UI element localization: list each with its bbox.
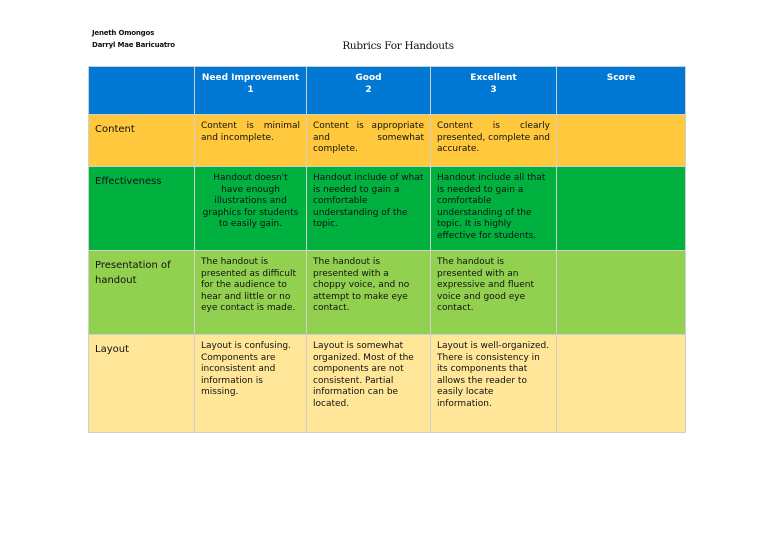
author-name: Jeneth Omongos bbox=[92, 29, 155, 37]
need-improvement-cell: Handout doesn't have enough illustrations and graphics for students to easily gain. bbox=[195, 167, 307, 251]
score-cell[interactable] bbox=[557, 251, 686, 335]
score-cell[interactable] bbox=[557, 115, 686, 167]
rubric-table bbox=[88, 66, 686, 433]
table-header-row bbox=[89, 67, 686, 115]
header-score: Score bbox=[557, 67, 686, 115]
need-improvement-cell: Content is minimal and incomplete. bbox=[195, 115, 307, 167]
excellent-cell: Content is clearly presented, complete and accurate. bbox=[431, 115, 557, 167]
level-label: Excellent bbox=[470, 73, 517, 83]
criterion-cell: Effectiveness bbox=[89, 167, 195, 251]
table-row bbox=[89, 335, 686, 433]
level-score: 3 bbox=[490, 84, 497, 95]
excellent-cell: The handout is presented with an expressive and fluent voice and good eye contact. bbox=[431, 251, 557, 335]
need-improvement-cell: The handout is presented as difficult for the audience to hear and little or no eye contact is made. bbox=[195, 251, 307, 335]
score-cell[interactable] bbox=[557, 167, 686, 251]
document-title: Rubrics For Handouts bbox=[342, 40, 454, 52]
level-score: 1 bbox=[247, 84, 254, 95]
level-score: 2 bbox=[365, 84, 372, 95]
criterion-cell: Presentation of handout bbox=[89, 251, 195, 335]
author-name: Darryl Mae Baricuatro bbox=[92, 41, 175, 49]
excellent-cell: Handout include all that is needed to gain a comfortable understanding of the topic. It is highly effective for students. bbox=[431, 167, 557, 251]
table-row bbox=[89, 167, 686, 251]
header-good bbox=[307, 67, 431, 115]
level-label: Good bbox=[355, 73, 382, 83]
criterion-cell: Content bbox=[89, 115, 195, 167]
table-row bbox=[89, 251, 686, 335]
header-excellent bbox=[431, 67, 557, 115]
criterion-cell: Layout bbox=[89, 335, 195, 433]
good-cell: The handout is presented with a choppy voice, and no attempt to make eye contact. bbox=[307, 251, 431, 335]
excellent-cell: Layout is well-organized. There is consistency in its components that allows the reader to easily locate information. bbox=[431, 335, 557, 433]
header-need-improvement bbox=[195, 67, 307, 115]
good-cell: Handout include of what is needed to gain a comfortable understanding of the topic. bbox=[307, 167, 431, 251]
need-improvement-cell: Layout is confusing. Components are inconsistent and information is missing. bbox=[195, 335, 307, 433]
score-cell[interactable] bbox=[557, 335, 686, 433]
table-row bbox=[89, 115, 686, 167]
level-label: Need Improvement bbox=[201, 73, 300, 83]
header-criteria-cell bbox=[89, 67, 195, 115]
good-cell: Layout is somewhat organized. Most of the components are not consistent. Partial information can be located. bbox=[307, 335, 431, 433]
good-cell: Content is appropriate and somewhat complete. bbox=[307, 115, 431, 167]
